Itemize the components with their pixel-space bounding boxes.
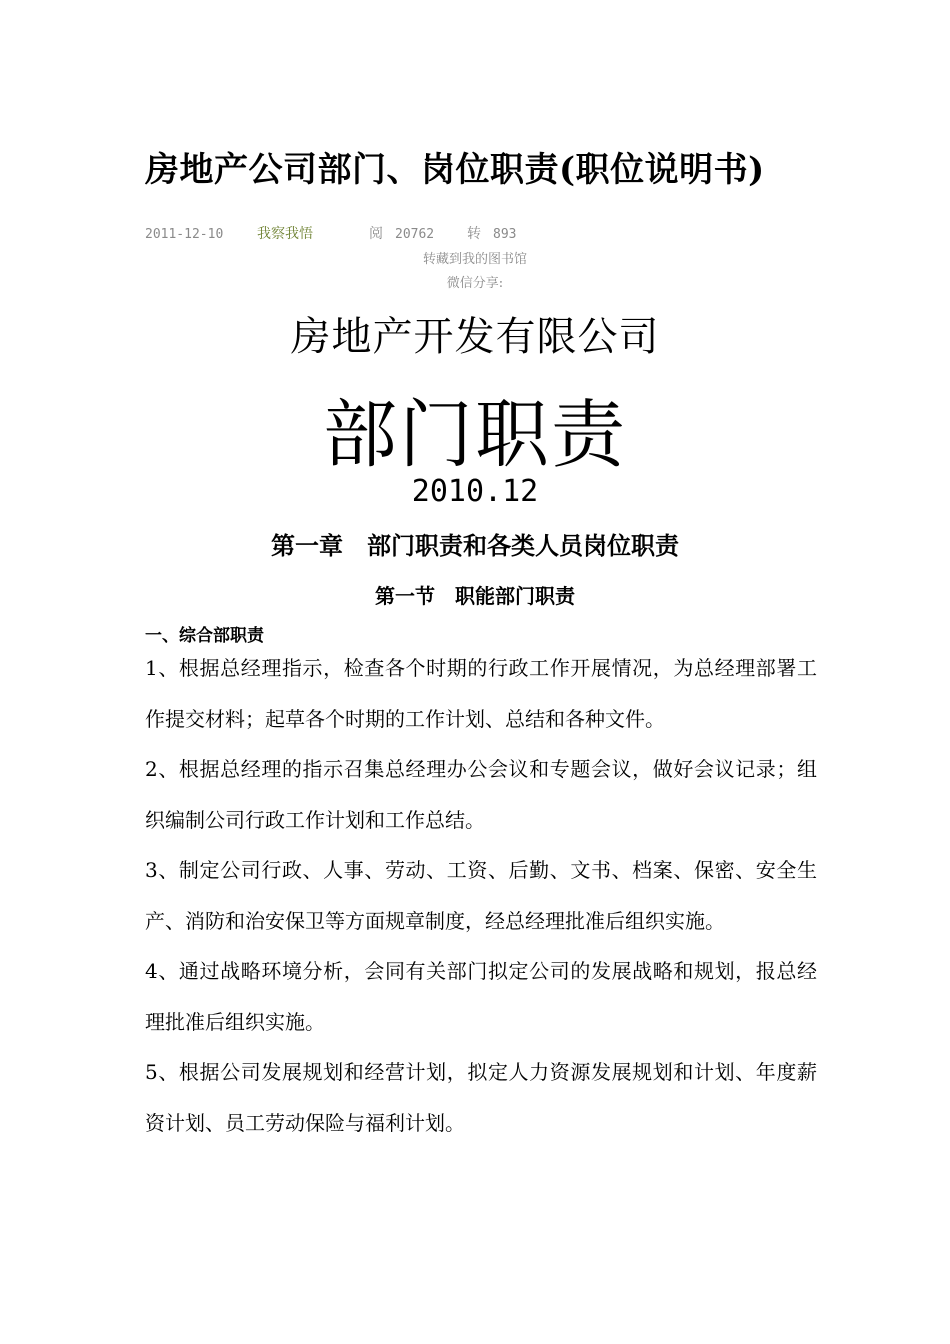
read-count: 20762 — [395, 227, 435, 242]
read-label: 阅 — [369, 226, 383, 242]
duty-item: 3、制定公司行政、人事、劳动、工资、后勤、文书、档案、保密、安全生产、消防和治安保卫等方面规章制度，经总经理批准后组织实施。 — [145, 858, 817, 933]
cover-title: 部门职责 — [323, 392, 627, 478]
author-link[interactable]: 我察我悟 — [257, 226, 313, 242]
chapter-heading: 第一章 部门职责和各类人员岗位职责 — [271, 532, 679, 560]
duty-item: 4、通过战略环境分析，会同有关部门拟定公司的发展战略和规划，报总经理批准后组织实施。 — [145, 959, 817, 1034]
article-meta — [145, 223, 516, 243]
duty-item: 5、根据公司发展规划和经营计划，拟定人力资源发展规划和计划、年度薪资计划、员工劳动保险与福利计划。 — [145, 1060, 817, 1135]
duty-item: 2、根据总经理的指示召集总经理办公会议和专题会议，做好会议记录；组织编制公司行政工作计划和工作总结。 — [145, 757, 817, 832]
publish-date: 2011-12-10 — [145, 227, 224, 242]
duty-list — [145, 643, 817, 1148]
subsection-heading: 一、综合部职责 — [145, 626, 264, 646]
section-heading: 第一节 职能部门职责 — [375, 584, 575, 608]
save-to-library-link[interactable]: 转藏到我的图书馆 — [422, 252, 527, 267]
cover-date: 2010.12 — [411, 474, 539, 509]
company-name: 房地产开发有限公司 — [290, 314, 660, 360]
wechat-share-link[interactable]: 微信分享: — [446, 276, 504, 291]
duty-item: 1、根据总经理指示，检查各个时期的行政工作开展情况，为总经理部署工作提交材料；起草各个时期的工作计划、总结和各种文件。 — [145, 656, 817, 731]
forward-label: 转 — [467, 226, 481, 242]
forward-count: 893 — [493, 227, 517, 242]
document-title: 房地产公司部门、岗位职责(职位说明书) — [145, 150, 765, 190]
